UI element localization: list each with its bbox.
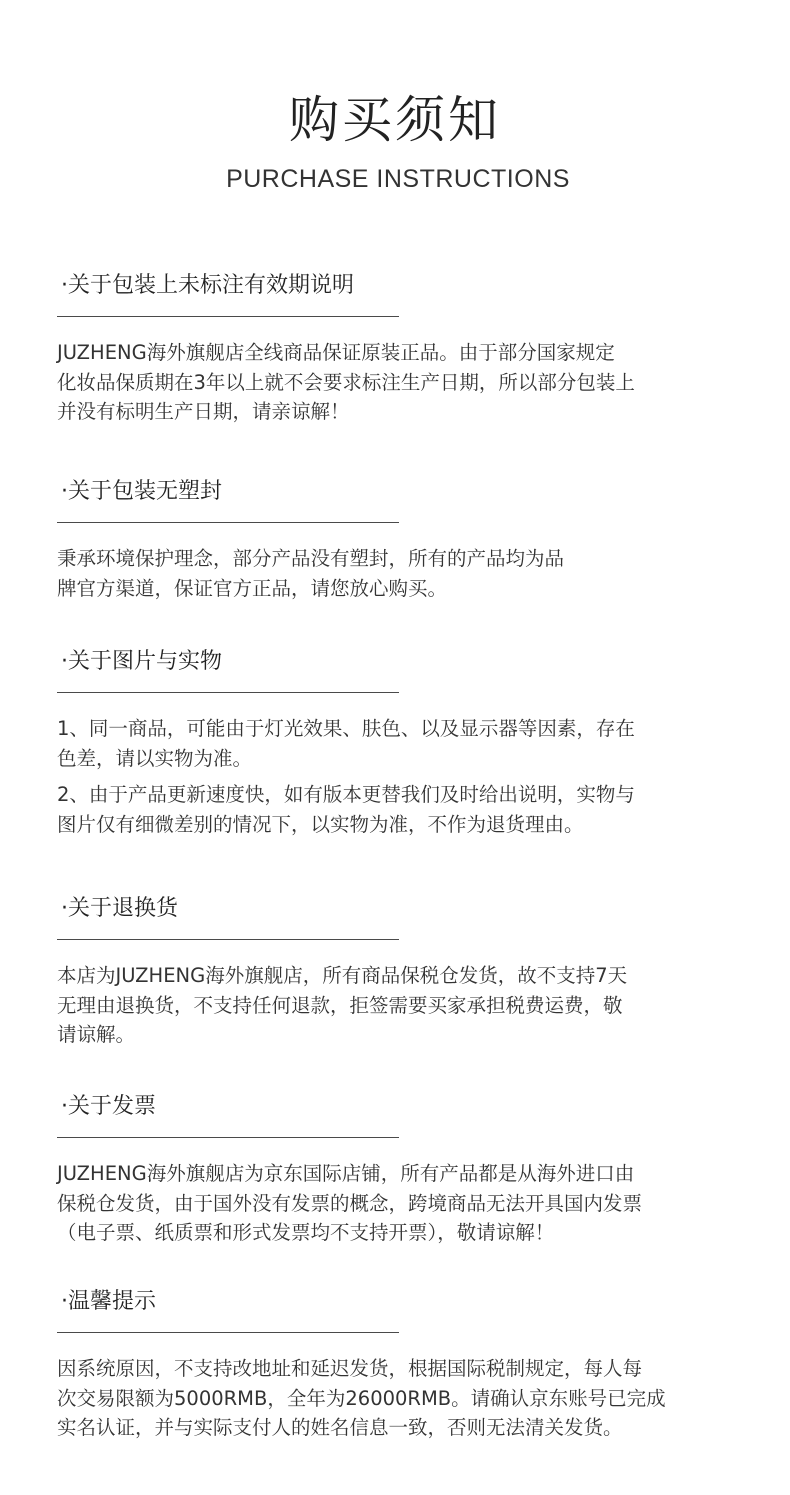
section-divider bbox=[57, 1332, 399, 1333]
page-title: 购买须知 bbox=[289, 91, 501, 149]
section-body bbox=[57, 714, 757, 839]
paragraph bbox=[57, 338, 757, 427]
section-body bbox=[57, 961, 757, 1050]
text-line: 本店为JUZHENG海外旗舰店，所有商品保税仓发货，故不支持7天 bbox=[57, 964, 628, 987]
section-body bbox=[57, 1354, 757, 1443]
section-images-vs-product bbox=[57, 646, 757, 839]
section-heading: ·关于发票 bbox=[61, 1094, 156, 1119]
section-packaging-expiry bbox=[57, 270, 757, 427]
text-line: 色差，请以实物为准。 bbox=[57, 746, 253, 770]
text-line: 牌官方渠道，保证官方正品，请您放心购买。 bbox=[57, 576, 448, 600]
text-line: JUZHENG海外旗舰店全线商品保证原装正品。由于部分国家规定 bbox=[57, 341, 615, 364]
section-heading: ·关于包装上未标注有效期说明 bbox=[61, 273, 354, 298]
text-line: 化妆品保质期在3年以上就不会要求标注生产日期，所以部分包装上 bbox=[57, 370, 635, 394]
text-line: 无理由退换货，不支持任何退款，拒签需要买家承担税费运费，敬 bbox=[57, 993, 623, 1017]
text-line: 实名认证，并与实际支付人的姓名信息一致，否则无法清关发货。 bbox=[57, 1416, 623, 1439]
section-heading: ·温馨提示 bbox=[61, 1289, 156, 1314]
section-heading: ·关于图片与实物 bbox=[61, 649, 222, 674]
section-returns bbox=[57, 893, 757, 1050]
section-body bbox=[57, 338, 757, 427]
paragraph bbox=[57, 780, 757, 839]
text-line: 秉承环境保护理念，部分产品没有塑封，所有的产品均为品 bbox=[57, 547, 565, 570]
paragraph bbox=[57, 961, 757, 1050]
section-invoice bbox=[57, 1091, 757, 1248]
text-line: 1、同一商品，可能由于灯光效果、肤色、以及显示器等因素，存在 bbox=[57, 717, 635, 740]
section-body bbox=[57, 544, 757, 603]
paragraph bbox=[57, 1159, 757, 1248]
page-subtitle: PURCHASE INSTRUCTIONS bbox=[226, 165, 570, 193]
paragraph bbox=[57, 1354, 757, 1443]
section-divider bbox=[57, 939, 399, 940]
text-line: 因系统原因，不支持改地址和延迟发货，根据国际税制规定，每人每 bbox=[57, 1357, 643, 1380]
section-divider bbox=[57, 316, 399, 317]
text-line: （电子票、纸质票和形式发票均不支持开票），敬请谅解！ bbox=[57, 1221, 555, 1244]
paragraph bbox=[57, 714, 757, 773]
section-tips bbox=[57, 1286, 757, 1443]
text-line: JUZHENG海外旗舰店为京东国际店铺，所有产品都是从海外进口由 bbox=[57, 1162, 635, 1185]
text-line: 次交易限额为5000RMB，全年为26000RMB。请确认京东账号已完成 bbox=[57, 1386, 666, 1410]
text-line: 保税仓发货，由于国外没有发票的概念，跨境商品无法开具国内发票 bbox=[57, 1191, 643, 1215]
paragraph bbox=[57, 544, 757, 603]
section-divider bbox=[57, 1137, 399, 1138]
text-line: 图片仅有细微差别的情况下，以实物为准，不作为退货理由。 bbox=[57, 812, 584, 836]
text-line: 并没有标明生产日期，请亲谅解！ bbox=[57, 400, 350, 423]
section-heading: ·关于退换货 bbox=[61, 896, 178, 921]
section-heading: ·关于包装无塑封 bbox=[61, 479, 222, 504]
text-line: 请谅解。 bbox=[57, 1023, 136, 1046]
section-divider bbox=[57, 692, 399, 693]
section-body bbox=[57, 1159, 757, 1248]
section-no-shrink-wrap bbox=[57, 476, 757, 603]
text-line: 2、由于产品更新速度快，如有版本更替我们及时给出说明，实物与 bbox=[57, 783, 635, 806]
section-divider bbox=[57, 522, 399, 523]
